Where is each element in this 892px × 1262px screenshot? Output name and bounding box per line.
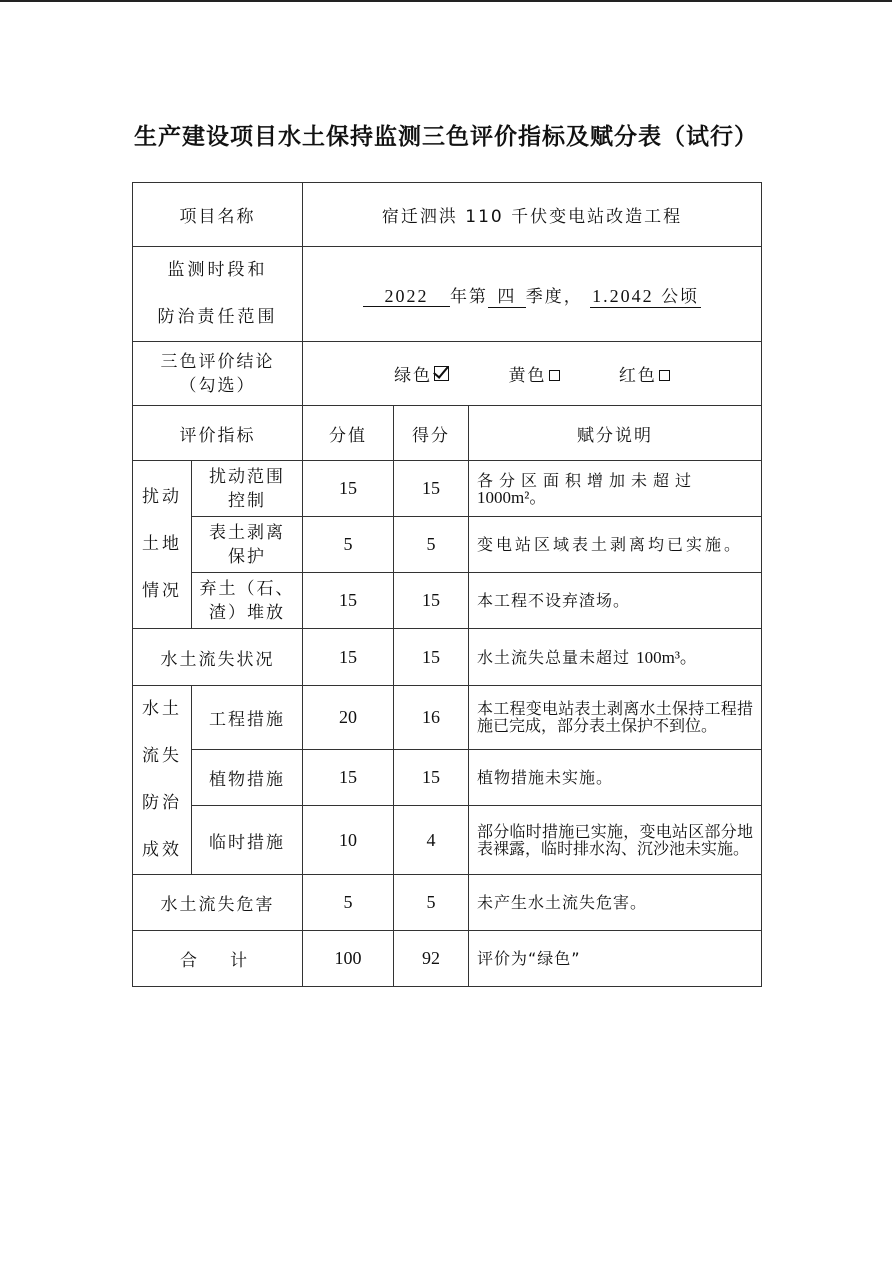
total-row: [133, 931, 762, 987]
table-row: [133, 461, 762, 517]
indicator-vegetation: 植物措施: [192, 749, 303, 806]
project-label: 项目名称: [133, 183, 303, 247]
explanation: 本工程变电站表土剥离水土保持工程措施已完成，部分表土保护不到位。: [469, 686, 762, 750]
group-disturbance: [133, 461, 192, 629]
conclusion-label-line1: 三色评价结论: [160, 351, 275, 372]
checkbox-empty-icon[interactable]: [659, 370, 670, 381]
period-value: [303, 247, 762, 342]
score: 5: [394, 517, 469, 573]
period-year-suffix: 年第: [449, 286, 488, 307]
indicator-line1: 表土剥离: [209, 522, 285, 543]
explanation: [469, 629, 762, 686]
indicator-line1: 弃土（石、: [199, 578, 295, 599]
table-row: [133, 806, 762, 875]
score: 15: [394, 461, 469, 517]
header-score: 得分: [394, 406, 469, 461]
header-row: [133, 406, 762, 461]
score: 5: [394, 875, 469, 931]
group-disturbance-line3: 情况: [142, 581, 182, 601]
score: 16: [394, 686, 469, 750]
explanation-value: 1000m²。: [477, 487, 547, 507]
score: 15: [394, 749, 469, 806]
option-yellow-label: 黄色: [508, 366, 547, 386]
header-explanation: 赋分说明: [469, 406, 762, 461]
table-row: [133, 875, 762, 931]
conclusion-label: [133, 342, 303, 406]
total-explanation: 评价为“绿色”: [469, 931, 762, 987]
option-red[interactable]: [619, 361, 670, 386]
period-row: [133, 247, 762, 342]
period-area: 1.2042 公顷: [592, 285, 700, 307]
table-row: [133, 686, 762, 750]
option-green-label: 绿色: [394, 366, 433, 386]
max-score: 15: [303, 749, 394, 806]
total-score: 92: [394, 931, 469, 987]
explanation-value: 100m³。: [636, 647, 697, 667]
max-score: 5: [303, 517, 394, 573]
indicator-temporary: 临时措施: [192, 806, 303, 875]
explanation: 植物措施未实施。: [469, 749, 762, 806]
indicator-topsoil: [192, 517, 303, 573]
group-prevention-line1: 水土: [142, 699, 182, 719]
max-score: 20: [303, 686, 394, 750]
max-score: 5: [303, 875, 394, 931]
explanation: 未产生水土流失危害。: [469, 875, 762, 931]
page-title: 生产建设项目水土保持监测三色评价指标及赋分表（试行）: [134, 124, 758, 150]
explanation: 部分临时措施已实施，变电站区部分地表裸露，临时排水沟、沉沙池未实施。: [469, 806, 762, 875]
period-label-line1: 监测时段和: [167, 260, 268, 280]
group-disturbance-line1: 扰动: [142, 487, 182, 507]
group-prevention-line4: 成效: [142, 840, 182, 860]
indicator-line1: 扰动范围: [209, 466, 285, 487]
max-score: 10: [303, 806, 394, 875]
total-max-score: 100: [303, 931, 394, 987]
period-label: [133, 247, 303, 342]
indicator-engineering: 工程措施: [192, 686, 303, 750]
score: 4: [394, 806, 469, 875]
project-value: 宿迁泗洪 110 千伏变电站改造工程: [303, 183, 762, 247]
explanation-text: 水土流失总量未超过: [477, 647, 631, 667]
evaluation-table: [132, 182, 762, 987]
group-prevention-line3: 防治: [142, 793, 182, 813]
page-top-border: [0, 0, 892, 2]
indicator-line2: 控制: [228, 490, 266, 511]
table-row: [133, 629, 762, 686]
conclusion-label-line2: （勾选）: [179, 375, 256, 396]
period-label-line2: 防治责任范围: [157, 307, 278, 327]
max-score: 15: [303, 629, 394, 686]
group-prevention-line2: 流失: [142, 746, 182, 766]
table-row: [133, 573, 762, 629]
checkbox-checked-icon[interactable]: [434, 366, 449, 381]
header-indicator: 评价指标: [133, 406, 303, 461]
period-quarter: 四: [488, 287, 526, 308]
score: 15: [394, 629, 469, 686]
total-label: 合 计: [133, 931, 303, 987]
explanation: [469, 461, 762, 517]
explanation-text: 各分区面积增加未超过: [477, 470, 698, 490]
option-green[interactable]: [394, 361, 449, 386]
table-row: [133, 749, 762, 806]
group-prevention: [133, 686, 192, 875]
checkbox-empty-icon[interactable]: [549, 370, 560, 381]
indicator-line2: 保护: [228, 546, 266, 567]
explanation: 变电站区域表土剥离均已实施。: [469, 517, 762, 573]
group-disturbance-line2: 土地: [142, 534, 182, 554]
explanation: 本工程不设弃渣场。: [469, 573, 762, 629]
max-score: 15: [303, 461, 394, 517]
indicator-soil-loss: 水土流失状况: [133, 629, 303, 686]
conclusion-options: [303, 342, 762, 406]
period-year: 2022: [363, 286, 450, 307]
option-yellow[interactable]: [509, 361, 560, 386]
option-red-label: 红色: [618, 366, 657, 386]
max-score: 15: [303, 573, 394, 629]
indicator-hazard: 水土流失危害: [133, 875, 303, 931]
period-quarter-suffix: 季度，: [525, 286, 583, 307]
project-row: [133, 183, 762, 247]
score: 15: [394, 573, 469, 629]
indicator-disturb-control: [192, 461, 303, 517]
indicator-line2: 渣）堆放: [209, 602, 285, 623]
header-max-score: 分值: [303, 406, 394, 461]
conclusion-row: [133, 342, 762, 406]
table-row: [133, 517, 762, 573]
indicator-spoil: [192, 573, 303, 629]
